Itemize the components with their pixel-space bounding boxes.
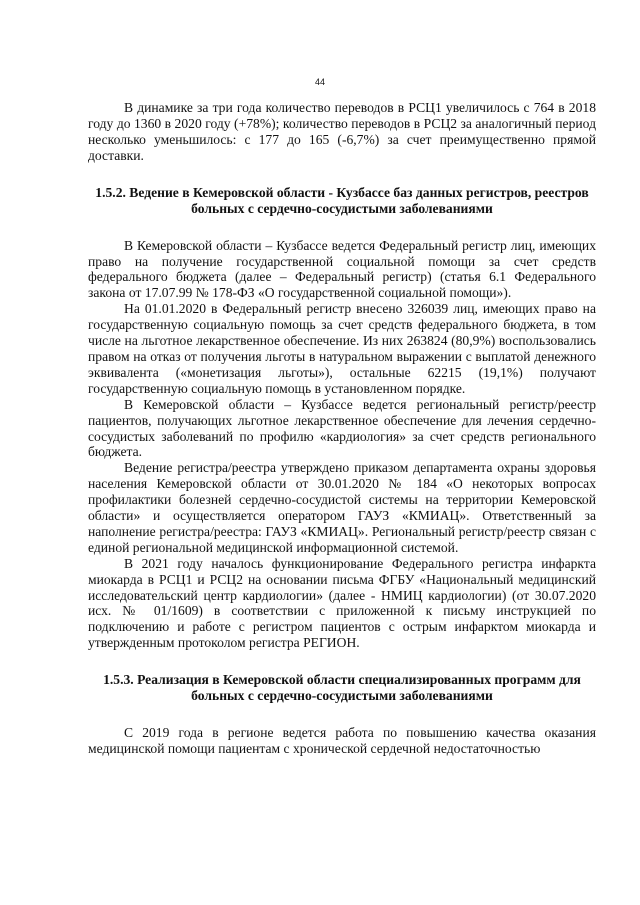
spacer bbox=[88, 217, 596, 238]
page-content bbox=[88, 100, 596, 757]
paragraph-register-order: Ведение регистра/реестра утверждено приказом департамента охраны здоровья населения Кемеровской области от 30.01.2020 № 184 «О некоторых вопросах профилактики болезней сердечно-сосудистой системы на территории Кемеровской области» и осуществляется оператором ГАУЗ «КМИАЦ». Ответственный за наполнение регистра/реестра: ГАУЗ «КМИАЦ». Региональный регистр/реестр связан с единой региональной медицинской информационной системой. bbox=[88, 460, 596, 555]
paragraph-register-count: На 01.01.2020 в Федеральный регистр внесено 326039 лиц, имеющих право на государственную социальную помощь за счет средств федерального бюджета, в том числе на льготное лекарственное обеспечение. Из них 263824 (80,9%) воспользовались правом на отказ от получения льготы в натуральном выражении с выплатой денежного эквивалента («монетизация льготы»), остальные 62215 (19,1%) получают государственную социальную помощь в установленном порядке. bbox=[88, 301, 596, 396]
paragraph-infarction-register: В 2021 году началось функционирование Федерального регистра инфаркта миокарда в РСЦ1 и РСЦ2 на основании письма ФГБУ «Национальный медицинский исследовательский центр кардиологии» (далее - НМИЦ кардиологии) (от 30.07.2020 исх. № 01/1609) в соответствии с приложенной к письму инструкцией по подключению и работе с регистром пациентов с острым инфарктом миокарда и утвержденным протоколом регистра РЕГИОН. bbox=[88, 555, 596, 651]
page-number: 44 bbox=[314, 77, 325, 87]
section-heading-1-5-2: 1.5.2. Ведение в Кемеровской области - Кузбассе баз данных регистров, реестров больных с сердечно-сосудистыми заболеваниями bbox=[95, 184, 589, 216]
spacer bbox=[88, 704, 596, 725]
intro-paragraph: В динамике за три года количество переводов в РСЦ1 увеличилось с 764 в 2018 году до 1360 в 2020 году (+78%); количество переводов в РСЦ2 за аналогичный период несколько уменьшилось: с 177 до 165 (-6,7%) за счет преимущественно прямой доставки. bbox=[88, 100, 596, 163]
paragraph-regional-register: В Кемеровской области – Кузбассе ведется региональный регистр/реестр пациентов, получающих льготное лекарственное обеспечение для лечения сердечно-сосудистых заболеваний по профилю «кардиология» за счет средств регионального бюджета. bbox=[88, 396, 596, 460]
paragraph-federal-register: В Кемеровской области – Кузбассе ведется Федеральный регистр лиц, имеющих право на получение государственной социальной помощи за счет средств федерального бюджета (далее – Федеральный регистр) (статья 6.1 Федерального закона от 17.07.99 № 178-ФЗ «О государственной социальной помощи»). bbox=[88, 237, 596, 301]
section-heading-1-5-3: 1.5.3. Реализация в Кемеровской области специализированных программ для больных с сердечно-сосудистыми заболеваниями bbox=[103, 672, 581, 704]
spacer bbox=[88, 651, 596, 672]
paragraph-programs: С 2019 года в регионе ведется работа по повышению качества оказания медицинской помощи пациентам с хронической сердечной недостаточностью bbox=[88, 725, 596, 757]
spacer bbox=[88, 164, 596, 185]
